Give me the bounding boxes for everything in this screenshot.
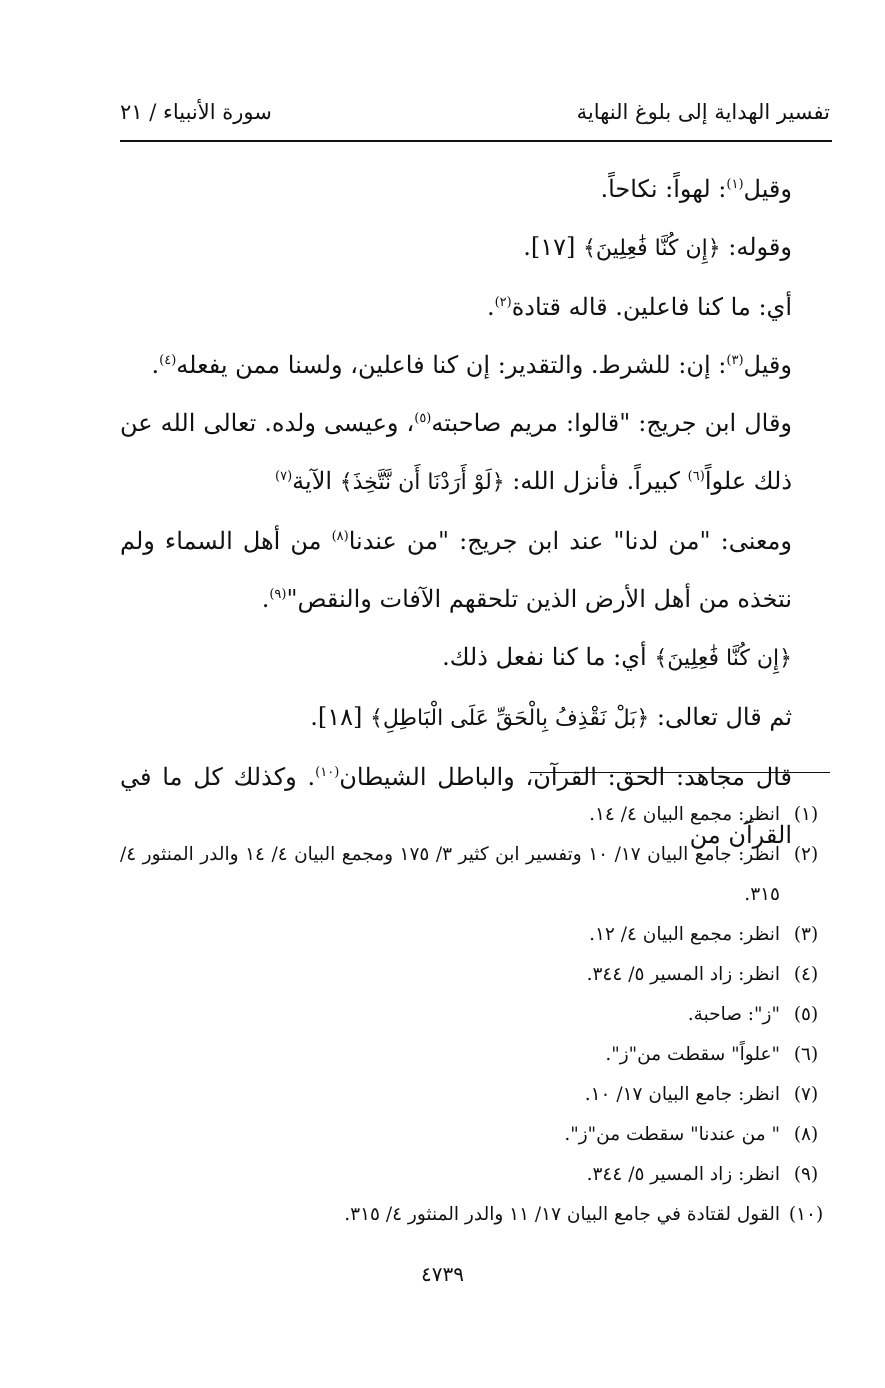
text-segment: : إن: للشرط. والتقدير: إن كنا فاعلين، ولسنا ممن يفعله — [176, 351, 727, 379]
footnote-ref: (٩) — [269, 587, 287, 602]
footnote-number: (٩) — [793, 1164, 819, 1185]
footnote-text: "ز": صاحبة. — [687, 1004, 780, 1025]
footnote-ref: (٤) — [159, 353, 177, 368]
footnote-ref: (٨) — [331, 529, 349, 544]
paragraph — [120, 628, 832, 688]
footnote-ref: (١٠) — [315, 765, 340, 780]
text-segment: كبيراً. فأنزل الله: — [504, 467, 688, 495]
text-segment: قال مجاهد: الحق: القرآن، والباطل الشيطان — [339, 763, 792, 791]
quran-verse: ﴿بَلْ نَقْذِفُ بِالْحَقِّ عَلَى الْبَاطِلِ﴾ — [369, 706, 650, 731]
paragraph — [120, 160, 832, 218]
footnote — [120, 1035, 832, 1075]
footnote — [120, 1195, 832, 1235]
footnote-ref: (٣) — [726, 353, 744, 368]
footnote — [120, 795, 832, 835]
text-segment: ومعنى: "من لدنا" عند ابن جريج: "من عندنا — [348, 527, 792, 555]
footnote-number: (١٠) — [788, 1204, 824, 1225]
footnote-ref: (١) — [726, 177, 744, 192]
text-segment: : لهواً: نكاحاً. — [600, 175, 727, 203]
footnote-text: انظر: جامع البيان ١٧/ ١٠ وتفسير ابن كثير ٣/ ١٧٥ ومجمع البيان ٤/ ١٤ والدر المنثور ٤/ ٣١٥. — [120, 844, 781, 905]
quran-verse: ﴿إِن كُنَّا فَٰعِلِينَ﴾ — [654, 646, 792, 671]
header-rule — [120, 140, 832, 142]
text-segment: . — [486, 293, 495, 321]
text-segment: . — [261, 585, 270, 613]
text-segment: وقيل — [743, 175, 792, 203]
paragraph — [120, 512, 832, 628]
footnote — [120, 915, 832, 955]
footnote-number: (٣) — [793, 924, 819, 945]
footnote-text: انظر: جامع البيان ١٧/ ١٠. — [584, 1084, 780, 1105]
footnote — [120, 835, 832, 915]
footnote — [120, 1115, 832, 1155]
footnote-number: (٥) — [793, 1004, 819, 1025]
footnote-number: (١) — [793, 804, 819, 825]
running-header — [120, 100, 830, 124]
paragraph — [120, 394, 832, 512]
quran-verse: ﴿إِن كُنَّا فَٰعِلِينَ﴾ — [582, 236, 721, 261]
footnote-number: (٧) — [793, 1084, 819, 1105]
footnote-text: القول لقتادة في جامع البيان ١٧/ ١١ والدر المنثور ٤/ ٣١٥. — [344, 1204, 780, 1225]
footnote-ref: (٢) — [494, 295, 512, 310]
paragraph — [120, 688, 832, 748]
footnote — [120, 995, 832, 1035]
footnote-text: انظر: مجمع البيان ٤/ ١٤. — [589, 804, 780, 825]
text-segment: وقيل — [743, 351, 792, 379]
text-segment: ، وعيسى ولده. تعالى الله عن ذلك علواً — [120, 409, 792, 495]
footnotes — [120, 795, 832, 1235]
footnote-number: (٦) — [793, 1044, 819, 1065]
footnote-text: " من عندنا" سقطت من"ز". — [564, 1124, 780, 1145]
footnote-text: انظر: زاد المسير ٥/ ٣٤٤. — [586, 964, 780, 985]
page-number: ٤٧٣٩ — [421, 1262, 464, 1286]
text-segment: من أهل السماء ولم نتخذه من أهل الأرض الذين تلحقهم الآفات والنقص" — [120, 527, 792, 613]
book-title: تفسير الهداية إلى بلوغ النهاية — [576, 100, 830, 124]
footnote-text: "علواً" سقطت من"ز". — [605, 1044, 780, 1065]
footnote-ref: (٦) — [687, 469, 705, 484]
paragraph — [120, 336, 832, 394]
footnote-text: انظر: زاد المسير ٥/ ٣٤٤. — [586, 1164, 780, 1185]
footnote-ref: (٥) — [414, 411, 432, 426]
footnote-number: (٤) — [793, 964, 819, 985]
footnote-rule — [530, 772, 830, 773]
text-segment: . — [151, 351, 160, 379]
text-segment: [١٧]. — [523, 233, 583, 261]
footnote — [120, 1075, 832, 1115]
footnote-number: (٨) — [793, 1124, 819, 1145]
paragraph — [120, 218, 832, 278]
footnote-ref: (٧) — [275, 469, 293, 484]
text-segment: وقال ابن جريج: "قالوا: مريم صاحبته — [431, 409, 792, 437]
text-segment: [١٨]. — [310, 703, 370, 731]
surah-label: سورة الأنبياء / ٢١ — [120, 100, 272, 124]
main-text — [120, 160, 832, 864]
footnote — [120, 955, 832, 995]
footnote-text: انظر: مجمع البيان ٤/ ١٢. — [589, 924, 780, 945]
footnote — [120, 1155, 832, 1195]
text-segment: أي: ما كنا نفعل ذلك. — [442, 643, 655, 671]
paragraph — [120, 278, 832, 336]
footnote-number: (٢) — [793, 844, 819, 865]
text-segment: أي: ما كنا فاعلين. قاله قتادة — [511, 293, 792, 321]
quran-verse: ﴿لَوْ أَرَدْنَا أَن نَّتَّخِذَ﴾ — [339, 470, 505, 495]
text-segment: وقوله: — [720, 233, 792, 261]
text-segment: ثم قال تعالى: — [649, 703, 792, 731]
text-segment: الآية — [292, 467, 340, 495]
text-segment: . وكذلك كل ما في القرآن من — [120, 763, 792, 849]
